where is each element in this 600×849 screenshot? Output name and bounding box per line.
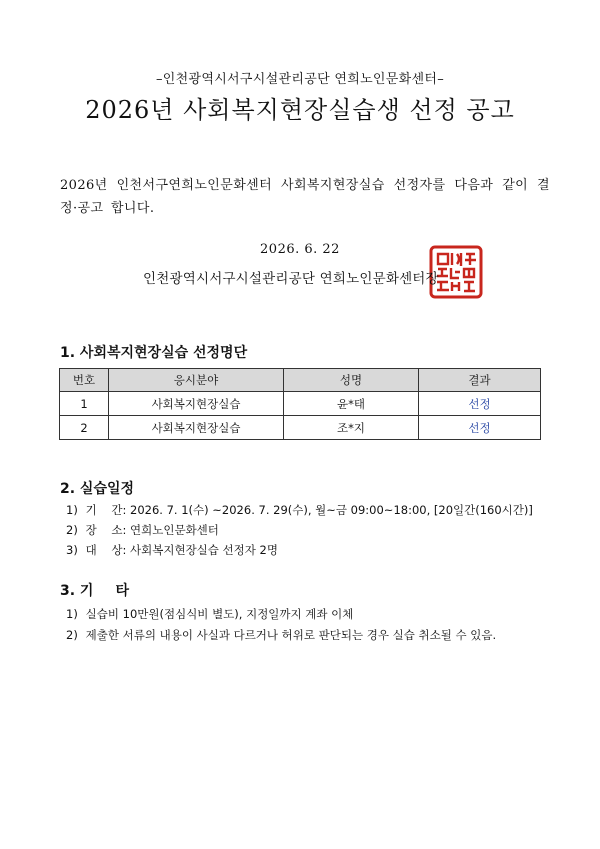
list-item-text: 제출한 서류의 내용이 사실과 다르거나 허위로 판단되는 경우 실습 취소될 수 있음. bbox=[85, 628, 497, 642]
section-heading-other bbox=[60, 580, 129, 600]
list-item bbox=[66, 542, 278, 558]
cell-field: 사회복지현장실습 bbox=[109, 416, 284, 440]
table-row bbox=[60, 416, 541, 440]
organization-subtitle: –인천광역시서구시설관리공단 연희노인문화센터– bbox=[155, 72, 445, 87]
list-item-number: 2) bbox=[66, 628, 78, 642]
cell-name: 윤*태 bbox=[284, 392, 419, 416]
cell-number: 1 bbox=[60, 392, 109, 416]
list-item-text: 대 상: 사회복지현장실습 선정자 2명 bbox=[85, 543, 278, 557]
cell-result: 선정 bbox=[419, 392, 541, 416]
section-heading-other-a: 3. 기 bbox=[60, 583, 94, 599]
list-item-number: 1) bbox=[66, 607, 78, 621]
list-item bbox=[66, 606, 353, 622]
cell-number: 2 bbox=[60, 416, 109, 440]
announcement-date: 2026. 6. 22 bbox=[260, 242, 340, 257]
list-item-number: 3) bbox=[66, 543, 78, 557]
section-heading-selection-list: 1. 사회복지현장실습 선정명단 bbox=[60, 345, 248, 361]
column-header-name: 성명 bbox=[284, 369, 419, 392]
column-header-field: 응시분야 bbox=[109, 369, 284, 392]
list-item-text: 장 소: 연희노인문화센터 bbox=[85, 523, 219, 537]
list-item bbox=[66, 522, 219, 538]
table-row bbox=[60, 392, 541, 416]
table-header-row bbox=[60, 369, 541, 392]
list-item-number: 2) bbox=[66, 523, 78, 537]
cell-name: 조*지 bbox=[284, 416, 419, 440]
column-header-number: 번호 bbox=[60, 369, 109, 392]
section-heading-schedule: 2. 실습일정 bbox=[60, 481, 135, 497]
selection-table bbox=[59, 368, 541, 440]
column-header-result: 결과 bbox=[419, 369, 541, 392]
announcement-text: 2026년 인천서구연희노인문화센터 사회복지현장실습 선정자를 다음과 같이 결정·공고 합니다. bbox=[60, 178, 550, 216]
cell-result: 선정 bbox=[419, 416, 541, 440]
list-item-number: 1) bbox=[66, 503, 78, 517]
section-heading-other-b: 타 bbox=[115, 583, 129, 599]
organization-signature: 인천광역시서구시설관리공단 연희노인문화센터장 bbox=[143, 271, 439, 287]
list-item bbox=[66, 627, 496, 643]
list-item-text: 실습비 10만원(점심식비 별도), 지정일까지 계좌 이체 bbox=[85, 607, 354, 621]
page-title: 2026년 사회복지현장실습생 선정 공고 bbox=[85, 96, 515, 124]
list-item bbox=[66, 502, 533, 518]
list-item-text: 기 간: 2026. 7. 1(수) ~2026. 7. 29(수), 월~금 09:00~18:00, [20일간(160시간)] bbox=[85, 503, 533, 517]
cell-field: 사회복지현장실습 bbox=[109, 392, 284, 416]
